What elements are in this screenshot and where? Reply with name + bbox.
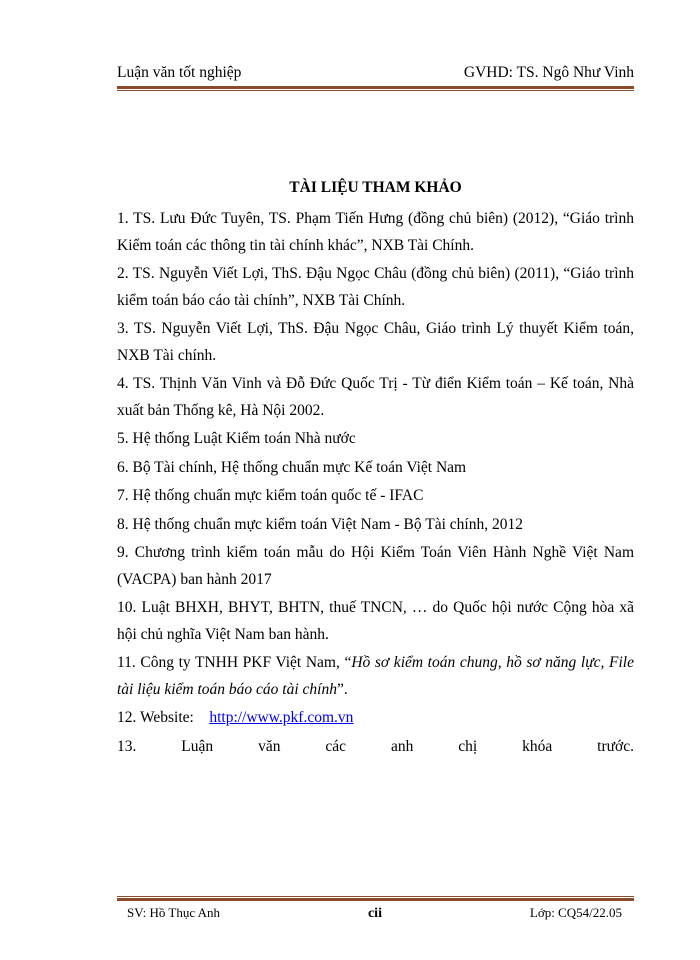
page-number: cii [367, 906, 382, 921]
reference-item-2: 2. TS. Nguyễn Viết Lợi, ThS. Đậu Ngọc Châu (đồng chủ biên) (2011), “Giáo trình kiểm toán báo cáo tài chính”, NXB Tài Chính. [117, 265, 634, 309]
reference-item-13: 13. Luận văn các anh chị khóa trước. [117, 737, 634, 755]
reference-item-4: 4. TS. Thịnh Văn Vinh và Đỗ Đức Quốc Trị - Từ điển Kiểm toán – Kế toán, Nhà xuất bản Thống kê, Hà Nội 2002. [117, 375, 634, 419]
header-advisor: GVHD: TS. Ngô Như Vinh [463, 64, 634, 81]
reference-item-5: 5. Hệ thống Luật Kiểm toán Nhà nước [117, 430, 356, 447]
footer-rule [117, 896, 634, 901]
footer-student: SV: Hồ Thục Anh [127, 905, 221, 920]
reference-12-prefix: 12. Website: [117, 709, 194, 726]
reference-item-7: 7. Hệ thống chuẩn mực kiểm toán quốc tế - IFAC [117, 487, 424, 504]
page-title: TÀI LIỆU THAM KHẢO [289, 179, 462, 196]
reference-item-11 [117, 650, 634, 703]
reference-11-prefix: 11. Công ty TNHH PKF Việt Nam, “ [117, 654, 352, 671]
reference-item-9: 9. Chương trình kiểm toán mẫu do Hội Kiểm Toán Viên Hành Nghề Việt Nam (VACPA) ban hành 2017 [117, 544, 634, 588]
reference-item-3: 3. TS. Nguyễn Viết Lợi, ThS. Đậu Ngọc Châu, Giáo trình Lý thuyết Kiểm toán, NXB Tài chính. [117, 320, 634, 364]
footer-class: Lớp: CQ54/22.05 [529, 905, 622, 920]
reference-11-title: Hồ sơ kiểm toán chung, hồ sơ năng lực, File tài liệu kiểm toán báo cáo tài chính [117, 654, 634, 698]
reference-item-8: 8. Hệ thống chuẩn mực kiểm toán Việt Nam - Bộ Tài chính, 2012 [117, 515, 523, 533]
reference-item-1: 1. TS. Lưu Đức Tuyên, TS. Phạm Tiến Hưng (đồng chủ biên) (2012), “Giáo trình Kiểm toán các thông tin tài chính khác”, NXB Tài Chính. [117, 210, 634, 254]
reference-item-10: 10. Luật BHXH, BHYT, BHTN, thuế TNCN, … do Quốc hội nước Cộng hòa xã hội chủ nghĩa Việt Nam ban hành. [117, 599, 634, 643]
header-thesis-label: Luận văn tốt nghiệp [117, 64, 242, 81]
website-link[interactable]: http://www.pkf.com.vn [209, 709, 354, 726]
reference-item-6: 6. Bộ Tài chính, Hệ thống chuẩn mực Kế toán Việt Nam [117, 458, 467, 476]
reference-11-suffix: ”. [336, 680, 348, 698]
reference-list [117, 206, 634, 762]
page-footer [117, 905, 634, 922]
header-rule [117, 86, 634, 91]
reference-item-12 [117, 705, 634, 732]
page-header [117, 64, 634, 82]
